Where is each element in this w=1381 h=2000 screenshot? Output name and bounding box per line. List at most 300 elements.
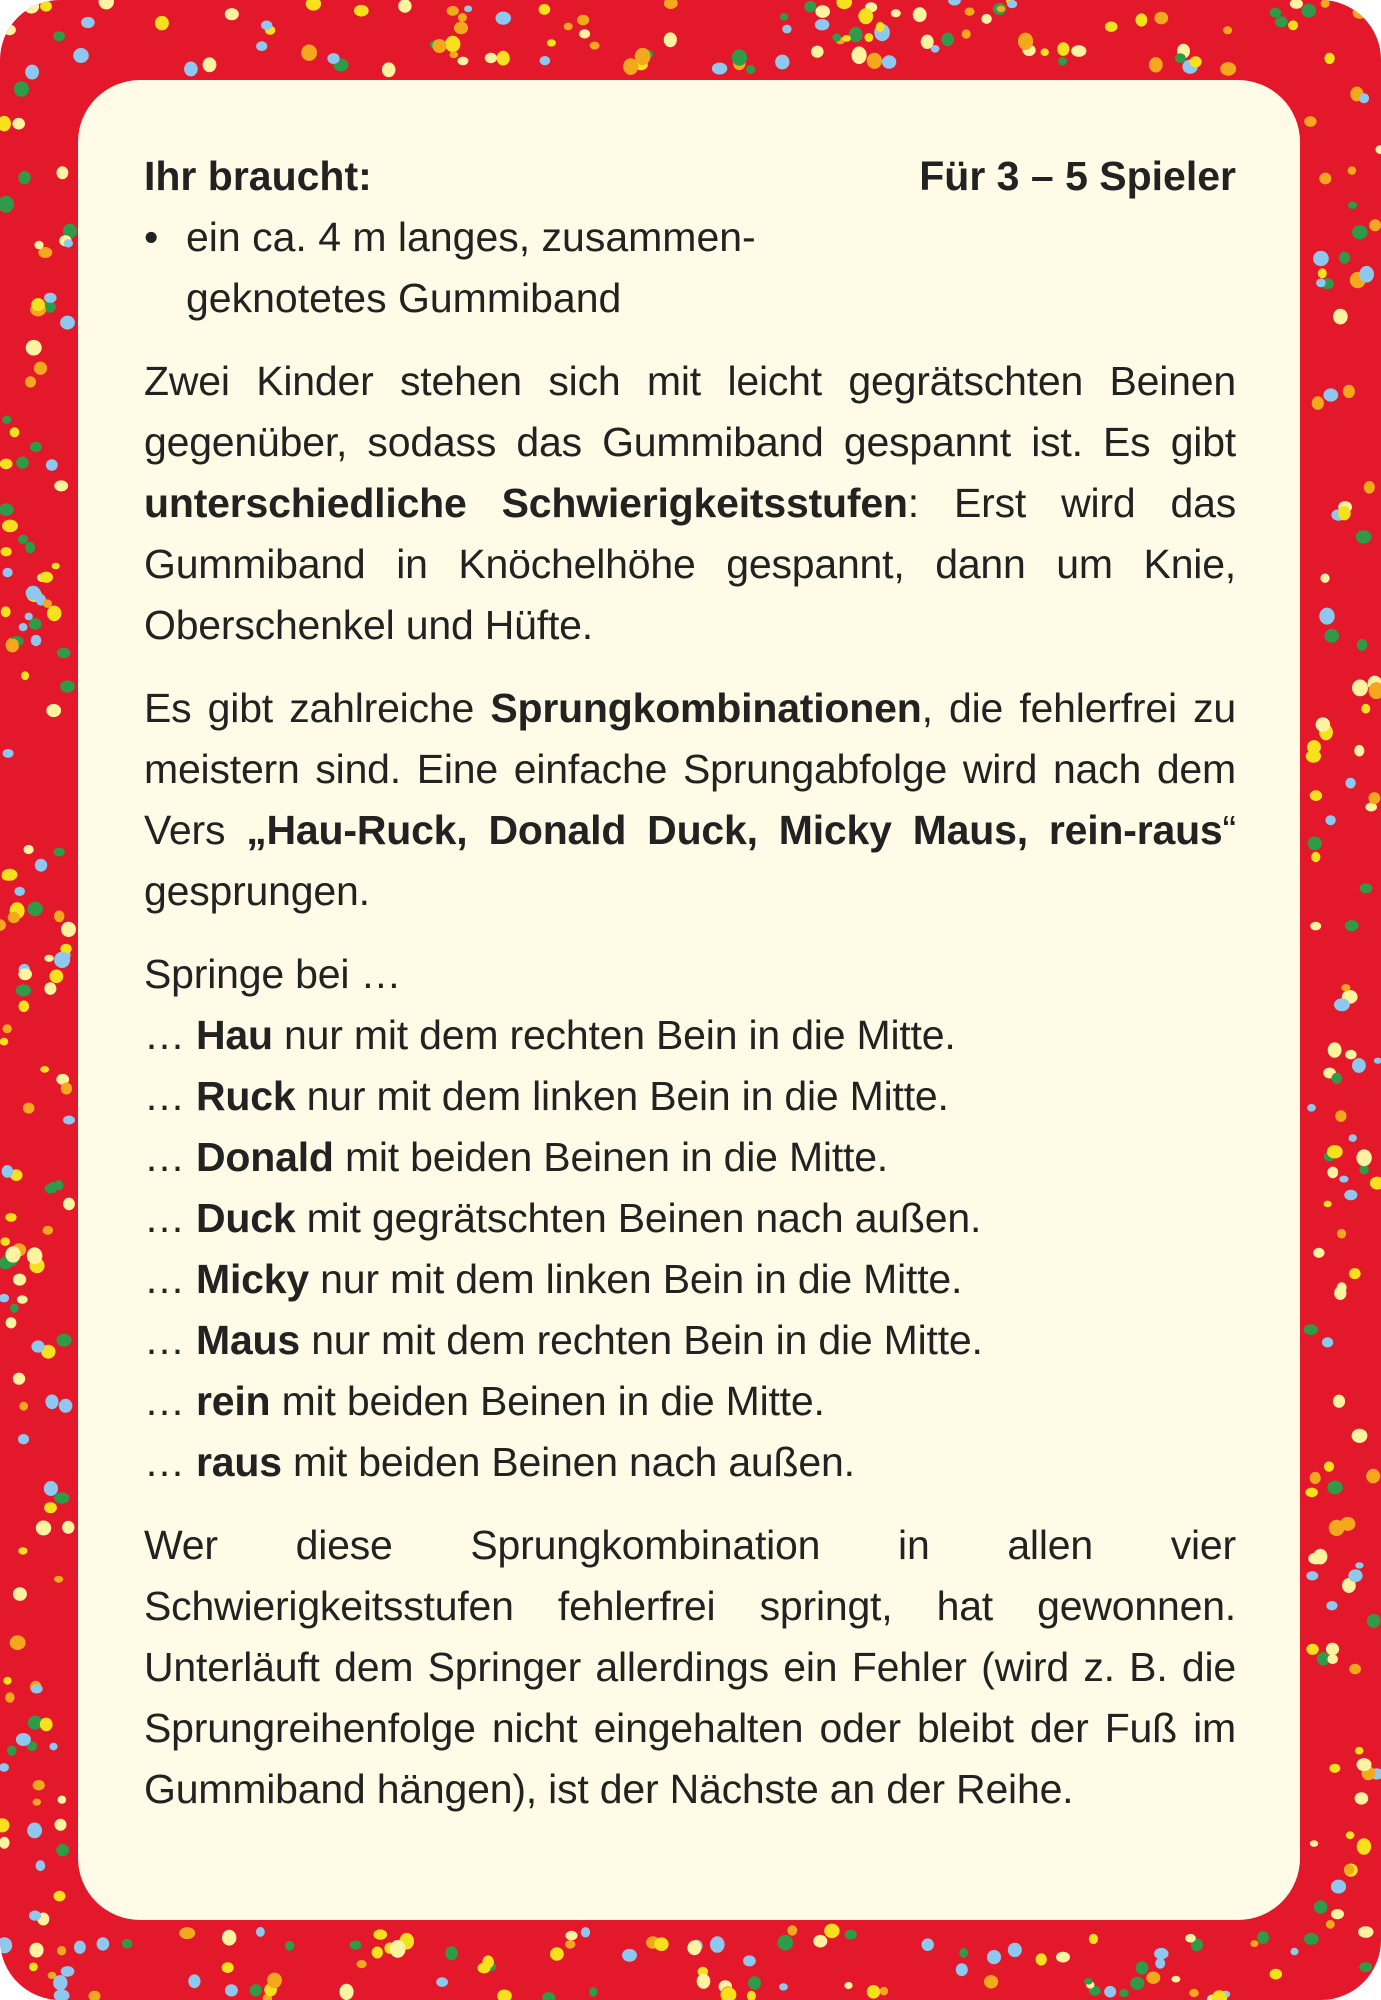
confetti-dot	[6, 1317, 17, 1328]
confetti-dot	[2, 416, 11, 424]
confetti-dot	[1275, 16, 1288, 27]
confetti-dot	[31, 635, 42, 646]
rules-panel	[78, 80, 1300, 1920]
jump-list	[144, 944, 1236, 1493]
confetti-dot	[3, 1024, 12, 1033]
confetti-dot	[997, 5, 1006, 12]
verse-text: „Hau-Ruck, Donald Duck, Micky Maus, rein-raus	[246, 807, 1223, 853]
jump-description: mit beiden Beinen nach außen.	[281, 1439, 855, 1485]
confetti-dot	[8, 639, 19, 649]
confetti-dot	[58, 1796, 67, 1804]
confetti-dot	[859, 8, 874, 24]
confetti-dot	[1348, 1569, 1362, 1582]
confetti-dot	[1306, 750, 1321, 763]
materials-heading: Ihr braucht:	[144, 153, 372, 199]
confetti-dot	[1355, 1562, 1363, 1568]
confetti-dot	[1348, 202, 1357, 209]
confetti-dot	[458, 57, 469, 66]
intro-text-1: Zwei Kinder stehen sich mit leicht gegrätschten Beinen gegenüber, sodass das Gummiband gespannt ist. Es gibt	[144, 358, 1236, 465]
confetti-dot	[540, 56, 551, 65]
jump-prefix: …	[144, 1317, 196, 1363]
confetti-dot	[1332, 1073, 1343, 1084]
confetti-dot	[922, 1938, 934, 1951]
confetti-dot	[1339, 252, 1350, 264]
confetti-dot	[1312, 396, 1324, 410]
confetti-dot	[0, 919, 6, 930]
confetti-dot	[2, 520, 18, 533]
confetti-dot	[10, 1635, 26, 1650]
confetti-dot	[876, 22, 885, 32]
confetti-dot	[1041, 48, 1049, 56]
confetti-dot	[1348, 166, 1357, 174]
confetti-dot	[542, 1992, 555, 2000]
confetti-dot	[579, 29, 590, 38]
confetti-dot	[47, 606, 61, 622]
confetti-dot	[497, 51, 510, 66]
confetti-dot	[1327, 1654, 1338, 1664]
confetti-dot	[54, 848, 65, 857]
confetti-dot	[6, 1246, 21, 1262]
confetti-dot	[1367, 1614, 1381, 1628]
confetti-dot	[5, 1213, 16, 1222]
confetti-dot	[14, 887, 25, 896]
confetti-dot	[39, 572, 53, 583]
confetti-dot	[1331, 1880, 1346, 1894]
confetti-dot	[589, 1987, 597, 1997]
jump-list-item	[144, 1127, 1236, 1188]
confetti-dot	[225, 1984, 238, 1996]
confetti-dot	[18, 1434, 29, 1444]
confetti-dot	[987, 1950, 1001, 1964]
confetti-dot	[836, 0, 852, 9]
confetti-dot	[1324, 1461, 1334, 1471]
confetti-dot	[1310, 922, 1321, 931]
confetti-dot	[188, 1974, 200, 1988]
confetti-dot	[748, 1976, 761, 1990]
confetti-dot	[539, 4, 551, 15]
confetti-dot	[635, 48, 651, 65]
jump-word: Hau	[196, 1012, 273, 1058]
confetti-dot	[21, 671, 29, 680]
confetti-dot	[1358, 1926, 1373, 1938]
confetti-dot	[1304, 1933, 1319, 1945]
confetti-dot	[1369, 219, 1381, 231]
jump-list-intro: Springe bei …	[144, 951, 402, 997]
confetti-dot	[1308, 837, 1322, 851]
confetti-dot	[1346, 1831, 1355, 1839]
jump-list-item	[144, 1249, 1236, 1310]
confetti-dot	[1172, 1976, 1181, 1983]
confetti-dot	[60, 316, 75, 330]
jump-description: mit beiden Beinen in die Mitte.	[270, 1378, 825, 1424]
confetti-dot	[29, 1963, 38, 1972]
confetti-dot	[250, 1984, 262, 1996]
confetti-dot	[697, 1974, 711, 1989]
confetti-dot	[1343, 385, 1355, 398]
confetti-dot	[1355, 1792, 1369, 1804]
confetti-dot	[1307, 1104, 1316, 1112]
confetti-dot	[1366, 1469, 1380, 1484]
confetti-dot	[1310, 1472, 1321, 1484]
confetti-dot	[746, 65, 755, 74]
jump-list-item	[144, 1005, 1236, 1066]
confetti-dot	[398, 0, 411, 13]
confetti-dot	[1190, 56, 1202, 67]
confetti-dot	[813, 1935, 827, 1948]
confetti-dot	[1357, 639, 1368, 651]
confetti-dot	[54, 1989, 70, 2000]
confetti-dot	[787, 1925, 797, 1935]
confetti-dot	[1337, 1229, 1346, 1239]
confetti-dot	[1327, 1145, 1343, 1158]
confetti-dot	[97, 1937, 110, 1950]
confetti-dot	[1326, 1643, 1339, 1656]
confetti-dot	[962, 29, 971, 38]
confetti-dot	[941, 33, 954, 47]
confetti-dot	[122, 1939, 133, 1949]
confetti-dot	[1353, 6, 1367, 19]
confetti-dot	[485, 53, 497, 63]
confetti-dot	[464, 6, 472, 13]
confetti-dot	[36, 1521, 51, 1536]
confetti-dot	[687, 1940, 701, 1955]
confetti-dot	[1290, 0, 1303, 9]
confetti-dot	[712, 63, 727, 75]
confetti-dot	[16, 457, 29, 469]
confetti-dot	[1333, 1395, 1345, 1408]
materials-text	[186, 207, 756, 329]
jump-prefix: …	[144, 1195, 196, 1241]
confetti-dot	[1154, 12, 1168, 25]
jump-prefix: …	[144, 1012, 196, 1058]
confetti-dot	[913, 7, 927, 22]
confetti-dot	[1008, 1943, 1022, 1957]
confetti-dot	[1313, 1248, 1324, 1258]
confetti-dot	[55, 1819, 67, 1831]
confetti-dot	[566, 1931, 578, 1941]
confetti-dot	[1341, 984, 1350, 991]
confetti-dot	[1355, 1747, 1364, 1755]
confetti-dot	[454, 22, 468, 35]
confetti-dot	[1314, 1900, 1327, 1913]
confetti-dot	[1220, 62, 1236, 76]
confetti-dot	[450, 51, 459, 58]
confetti-dot	[30, 442, 42, 452]
jump-description: mit beiden Beinen in die Mitte.	[333, 1134, 888, 1180]
confetti-dot	[354, 5, 369, 17]
confetti-dot	[654, 1937, 668, 1951]
confetti-dot	[0, 1237, 10, 1246]
confetti-dot	[1130, 1977, 1144, 1990]
confetti-dot	[1356, 1149, 1371, 1166]
confetti-dot	[1345, 1050, 1356, 1060]
confetti-dot	[44, 293, 57, 303]
confetti-dot	[1316, 279, 1326, 288]
confetti-dot	[390, 1940, 406, 1958]
confetti-dot	[1354, 745, 1364, 757]
confetti-dot	[1359, 266, 1374, 283]
jump-list-item	[144, 1188, 1236, 1249]
confetti-dot	[1057, 42, 1069, 56]
confetti-dot	[1154, 1948, 1168, 1959]
confetti-dot	[1290, 1948, 1298, 1956]
jump-description: nur mit dem rechten Bein in die Mitte.	[300, 1317, 983, 1363]
confetti-dot	[73, 48, 89, 63]
confetti-dot	[1270, 1969, 1283, 1980]
confetti-dot	[285, 1941, 295, 1951]
confetti-dot	[1036, 1953, 1047, 1965]
confetti-dot	[339, 1984, 353, 2000]
confetti-dot	[1345, 778, 1355, 789]
confetti-dot	[1340, 1517, 1355, 1531]
confetti-dot	[222, 1962, 234, 1973]
intro-emphasis: unterschiedliche Schwierigkeitsstufen	[144, 480, 908, 526]
confetti-dot	[1104, 1986, 1116, 1998]
jump-word: Ruck	[196, 1073, 296, 1119]
confetti-dot	[61, 1083, 72, 1095]
confetti-dot	[732, 49, 747, 65]
confetti-dot	[1331, 1909, 1344, 1919]
confetti-dot	[1270, 8, 1282, 18]
confetti-dot	[0, 196, 14, 213]
outro-paragraph: Wer diese Sprungkombination in allen vier Schwierigkeitsstufen fehlerfrei springt, hat gewonnen. Unterläuft dem Springer allerdings ein Fehler (wird z. B. die Sprungreihenfolge nicht eingehalten oder bleibt der Fuß im Gummiband hängen), ist der Nächste an der Reihe.	[144, 1522, 1236, 1812]
confetti-dot	[496, 12, 511, 25]
combos-text-2: , die fehlerfrei zu meistern sind. Eine einfache Sprungabfolge wird nach dem Vers	[144, 685, 1236, 853]
confetti-dot	[1349, 1268, 1361, 1279]
confetti-dot	[577, 15, 589, 26]
confetti-dot	[10, 427, 20, 437]
confetti-dot	[1352, 680, 1368, 697]
confetti-dot	[1333, 309, 1348, 325]
confetti-dot	[19, 1001, 30, 1013]
confetti-dot	[1325, 815, 1335, 825]
confetti-dot	[31, 1340, 44, 1352]
confetti-dot	[3, 25, 16, 36]
confetti-dot	[357, 1960, 367, 1968]
confetti-dot	[29, 1911, 41, 1921]
confetti-dot	[780, 13, 789, 21]
confetti-dot	[59, 1399, 73, 1413]
confetti-dot	[664, 0, 678, 9]
confetti-dot	[0, 1038, 8, 1046]
confetti-dot	[155, 16, 169, 30]
confetti-dot	[382, 62, 396, 77]
confetti-dot	[1349, 1134, 1357, 1142]
confetti-dot	[1344, 1190, 1357, 1201]
combos-text-1: Es gibt zahlreiche	[144, 685, 491, 731]
confetti-dot	[29, 1943, 43, 1958]
jump-prefix: …	[144, 1378, 196, 1424]
confetti-dot	[62, 1521, 74, 1534]
confetti-dot	[54, 1891, 66, 1902]
confetti-dot	[497, 1990, 512, 2000]
confetti-dot	[13, 1373, 25, 1385]
confetti-dot	[45, 1395, 58, 1410]
jump-word: Micky	[196, 1256, 309, 1302]
confetti-dot	[1326, 1920, 1335, 1929]
confetti-dot	[1056, 1952, 1070, 1963]
confetti-dot	[565, 1940, 575, 1949]
confetti-dot	[1316, 717, 1331, 731]
confetti-dot	[956, 1963, 968, 1976]
confetti-dot	[547, 39, 556, 46]
confetti-dot	[1149, 57, 1163, 72]
confetti-dot	[1323, 388, 1338, 401]
confetti-dot	[779, 1983, 788, 1990]
confetti-dot	[372, 1947, 383, 1959]
confetti-dot	[44, 955, 53, 962]
confetti-dot	[1250, 1940, 1258, 1947]
confetti-dot	[1321, 0, 1330, 8]
confetti-dot	[1369, 792, 1381, 804]
intro-paragraph	[144, 351, 1236, 656]
confetti-dot	[43, 1226, 54, 1235]
confetti-dot	[1223, 26, 1232, 34]
confetti-dot	[1105, 22, 1118, 32]
confetti-dot	[13, 1587, 27, 1601]
jump-description: nur mit dem rechten Bein in die Mitte.	[272, 1012, 956, 1058]
confetti-dot	[0, 503, 14, 516]
confetti-dot	[54, 952, 70, 968]
confetti-dot	[49, 1743, 57, 1751]
confetti-dot	[54, 1492, 69, 1504]
confetti-dot	[2, 1165, 13, 1178]
confetti-dot	[3, 1677, 11, 1685]
confetti-dot	[1319, 173, 1331, 185]
confetti-dot	[1322, 1337, 1333, 1347]
confetti-dot	[203, 57, 217, 72]
confetti-dot	[984, 1975, 998, 1988]
confetti-dot	[306, 0, 321, 11]
confetti-dot	[1257, 1931, 1269, 1944]
confetti-dot	[447, 6, 459, 16]
confetti-dot	[53, 31, 65, 41]
confetti-dot	[845, 1930, 857, 1940]
confetti-dot	[34, 362, 47, 375]
confetti-dot	[743, 1955, 756, 1966]
confetti-dot	[1337, 1282, 1347, 1292]
confetti-dot	[24, 0, 40, 14]
jump-description: nur mit dem linken Bein in die Mitte.	[308, 1256, 963, 1302]
header-row	[144, 146, 1236, 207]
confetti-dot	[1345, 920, 1359, 931]
confetti-dot	[710, 1936, 725, 1953]
confetti-dot	[29, 618, 42, 630]
confetti-dot	[1, 606, 11, 617]
confetti-dot	[1357, 1838, 1371, 1855]
confetti-dot	[1359, 1165, 1368, 1175]
confetti-dot	[1306, 1644, 1318, 1655]
jump-word: raus	[196, 1439, 282, 1485]
confetti-dot	[1089, 1934, 1098, 1944]
jump-word: rein	[196, 1378, 271, 1424]
confetti-dot	[778, 1935, 794, 1951]
confetti-dot	[27, 1247, 43, 1264]
confetti-dot	[747, 1991, 756, 2000]
confetti-dot	[1007, 0, 1017, 8]
confetti-dot	[25, 65, 39, 80]
confetti-dot	[867, 1985, 880, 1999]
confetti-dot	[1352, 225, 1368, 239]
confetti-dot	[1058, 57, 1067, 66]
confetti-dot	[267, 1973, 282, 1989]
confetti-dot	[61, 922, 76, 937]
confetti-dot	[31, 298, 45, 311]
confetti-dot	[26, 340, 42, 356]
confetti-dot	[60, 680, 75, 692]
jump-prefix: …	[144, 1439, 196, 1485]
confetti-dot	[590, 42, 600, 50]
materials-line-2: geknotetes Gummiband	[186, 275, 622, 321]
confetti-dot	[261, 21, 272, 30]
confetti-dot	[1349, 1664, 1361, 1675]
confetti-dot	[1310, 790, 1322, 801]
confetti-dot	[52, 563, 60, 570]
confetti-dot	[46, 459, 58, 471]
confetti-dot	[44, 1481, 58, 1496]
confetti-dot	[1311, 852, 1320, 862]
jump-word: Donald	[196, 1134, 334, 1180]
confetti-dot	[1308, 1553, 1323, 1565]
confetti-dot	[34, 241, 43, 250]
confetti-dot	[374, 1929, 388, 1939]
confetti-dot	[1324, 53, 1334, 64]
confetti-dot	[25, 376, 36, 387]
confetti-dot	[54, 480, 68, 491]
confetti-dot	[54, 1576, 63, 1583]
confetti-dot	[1356, 530, 1372, 543]
confetti-dot	[1334, 998, 1350, 1011]
confetti-dot	[832, 33, 840, 42]
confetti-dot	[478, 1963, 491, 1974]
confetti-dot	[867, 53, 882, 69]
confetti-dot	[179, 1927, 195, 1939]
confetti-dot	[301, 45, 317, 61]
confetti-dot	[1318, 268, 1327, 278]
confetti-dot	[1339, 1176, 1348, 1183]
confetti-dot	[1329, 1764, 1340, 1773]
confetti-dot	[28, 902, 43, 916]
confetti-dot	[622, 1949, 637, 1962]
jump-prefix: …	[144, 1256, 196, 1302]
confetti-dot	[14, 81, 29, 96]
confetti-dot	[56, 1844, 69, 1856]
confetti-dot	[43, 599, 52, 608]
confetti-dot	[40, 1718, 53, 1732]
confetti-dot	[8, 912, 20, 923]
confetti-dot	[1306, 1571, 1318, 1580]
confetti-dot	[44, 1502, 57, 1513]
confetti-dot	[1288, 20, 1298, 30]
materials-list-item	[144, 207, 1236, 329]
confetti-dot	[1146, 1972, 1160, 1984]
confetti-dot	[1359, 93, 1369, 103]
confetti-dot	[1084, 1978, 1092, 1985]
confetti-dot	[1324, 629, 1339, 643]
confetti-dot	[63, 1198, 75, 1211]
confetti-dot	[1327, 1481, 1343, 1495]
confetti-dot	[1, 547, 12, 556]
confetti-dot	[965, 8, 975, 16]
confetti-dot	[57, 166, 69, 179]
confetti-dot	[225, 8, 239, 20]
confetti-dot	[57, 648, 71, 658]
materials-line-1: ein ca. 4 m langes, zusammen-	[186, 214, 756, 260]
confetti-dot	[1374, 1058, 1381, 1064]
confetti-dot	[3, 749, 14, 758]
confetti-dot	[64, 239, 73, 247]
confetti-dot	[0, 116, 11, 132]
